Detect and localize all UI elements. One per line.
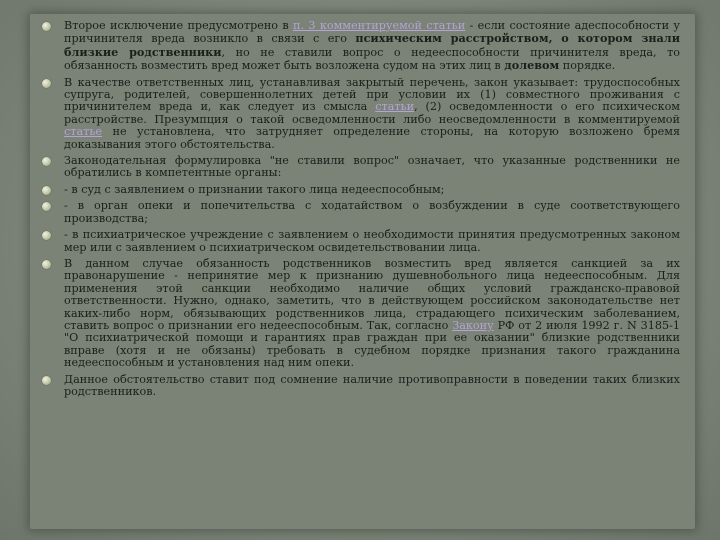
text-fragment: Второе исключение предусмотрено в — [64, 19, 294, 32]
bullet-icon — [42, 79, 51, 88]
law-link[interactable]: Закону — [452, 318, 494, 332]
bullet-item — [40, 20, 680, 73]
bullet-item — [40, 155, 680, 180]
text-fragment: В качестве ответственных лиц, устанавливая закрытый перечень, закон указывает: трудоспособных супруга, родителей, совершеннолетних детей при условии их (1) совместного проживания с причинителем вреда и, как следует из смысла — [64, 75, 680, 114]
text-fragment: , но не ставили вопрос о недееспособности причинителя вреда, то обязанность возместить вред может быть возложена судом на этих лиц в — [64, 45, 681, 73]
bullet-item — [40, 229, 680, 254]
text-fragment: РФ от 2 июля 1992 г. N 3185-1 "О психиатрической помощи и гарантиях прав граждан при ее оказании" близкие родственники вправе (хотя и не обязаны) требовать в судебном порядке признания такого гражданина недееспособным и установления над ним опеки. — [64, 318, 681, 370]
bullet-icon — [42, 202, 51, 211]
text-fragment: В данном случае обязанность родственников возместить вред является санкцией за их правонарушение - непринятие мер к признанию душевнобольного лица недееспособным. Для применения этой санкции необходимо наличие общих условий гражданско-правовой ответственности. Нужно, однако, заметить, что в действующем российском законодательстве нет каких-либо норм, обязывающих родственников лица, страдающего психическим заболеванием, ставить вопрос о признании его недееспособным. Так, согласно — [64, 256, 680, 332]
bullet-text: - в суд с заявлением о признании такого лица недееспособным; — [64, 182, 445, 196]
article-link[interactable]: статьи — [375, 100, 415, 114]
bullet-list — [40, 20, 680, 402]
bullet-icon — [42, 157, 51, 166]
text-fragment: порядке. — [559, 59, 616, 73]
bullet-item — [40, 77, 680, 151]
text-fragment: - если состояние адеспособности у причинителя вреда возникло в связи с его — [64, 19, 681, 46]
bullet-text: Законодательная формулировка "не ставили вопрос" означает, что указанные родственники не обратились в компетентные органы: — [64, 154, 680, 180]
bullet-item — [40, 258, 680, 370]
text-fragment: , (2) осведомленности о его психическом расстройстве. Презумпция о такой осведомленности либо неосведомленности в комментируемой — [64, 100, 681, 126]
bullet-icon — [42, 376, 51, 385]
bullet-item — [40, 374, 680, 399]
bullet-text: - в психиатрическое учреждение с заявлением о необходимости принятия предусмотренных законом мер или с заявлением о психиатрическом освидетельствовании лица. — [64, 228, 680, 254]
bullet-item — [40, 200, 680, 225]
bold-phrase: психическим расстройством, о котором знали близкие родственники — [64, 31, 680, 59]
bullet-text: Данное обстоятельство ставит под сомнение наличие противоправности в поведении таких близких родственников. — [64, 372, 680, 398]
bullet-icon — [42, 22, 51, 31]
bullet-icon — [42, 231, 51, 240]
bold-phrase: долевом — [504, 58, 560, 73]
bullet-text: - в орган опеки и попечительства с ходатайством о возбуждении в суде соответствующего производства; — [64, 199, 680, 225]
article-link[interactable]: статье — [64, 125, 103, 139]
bullet-icon — [42, 186, 51, 195]
text-fragment: не установлена, что затрудняет определение стороны, на которую возложено бремя доказывания этого обстоятельства. — [64, 125, 680, 151]
article-link[interactable]: п. 3 комментируемой статьи — [293, 19, 466, 32]
bullet-icon — [42, 260, 51, 269]
bullet-item — [40, 184, 680, 196]
